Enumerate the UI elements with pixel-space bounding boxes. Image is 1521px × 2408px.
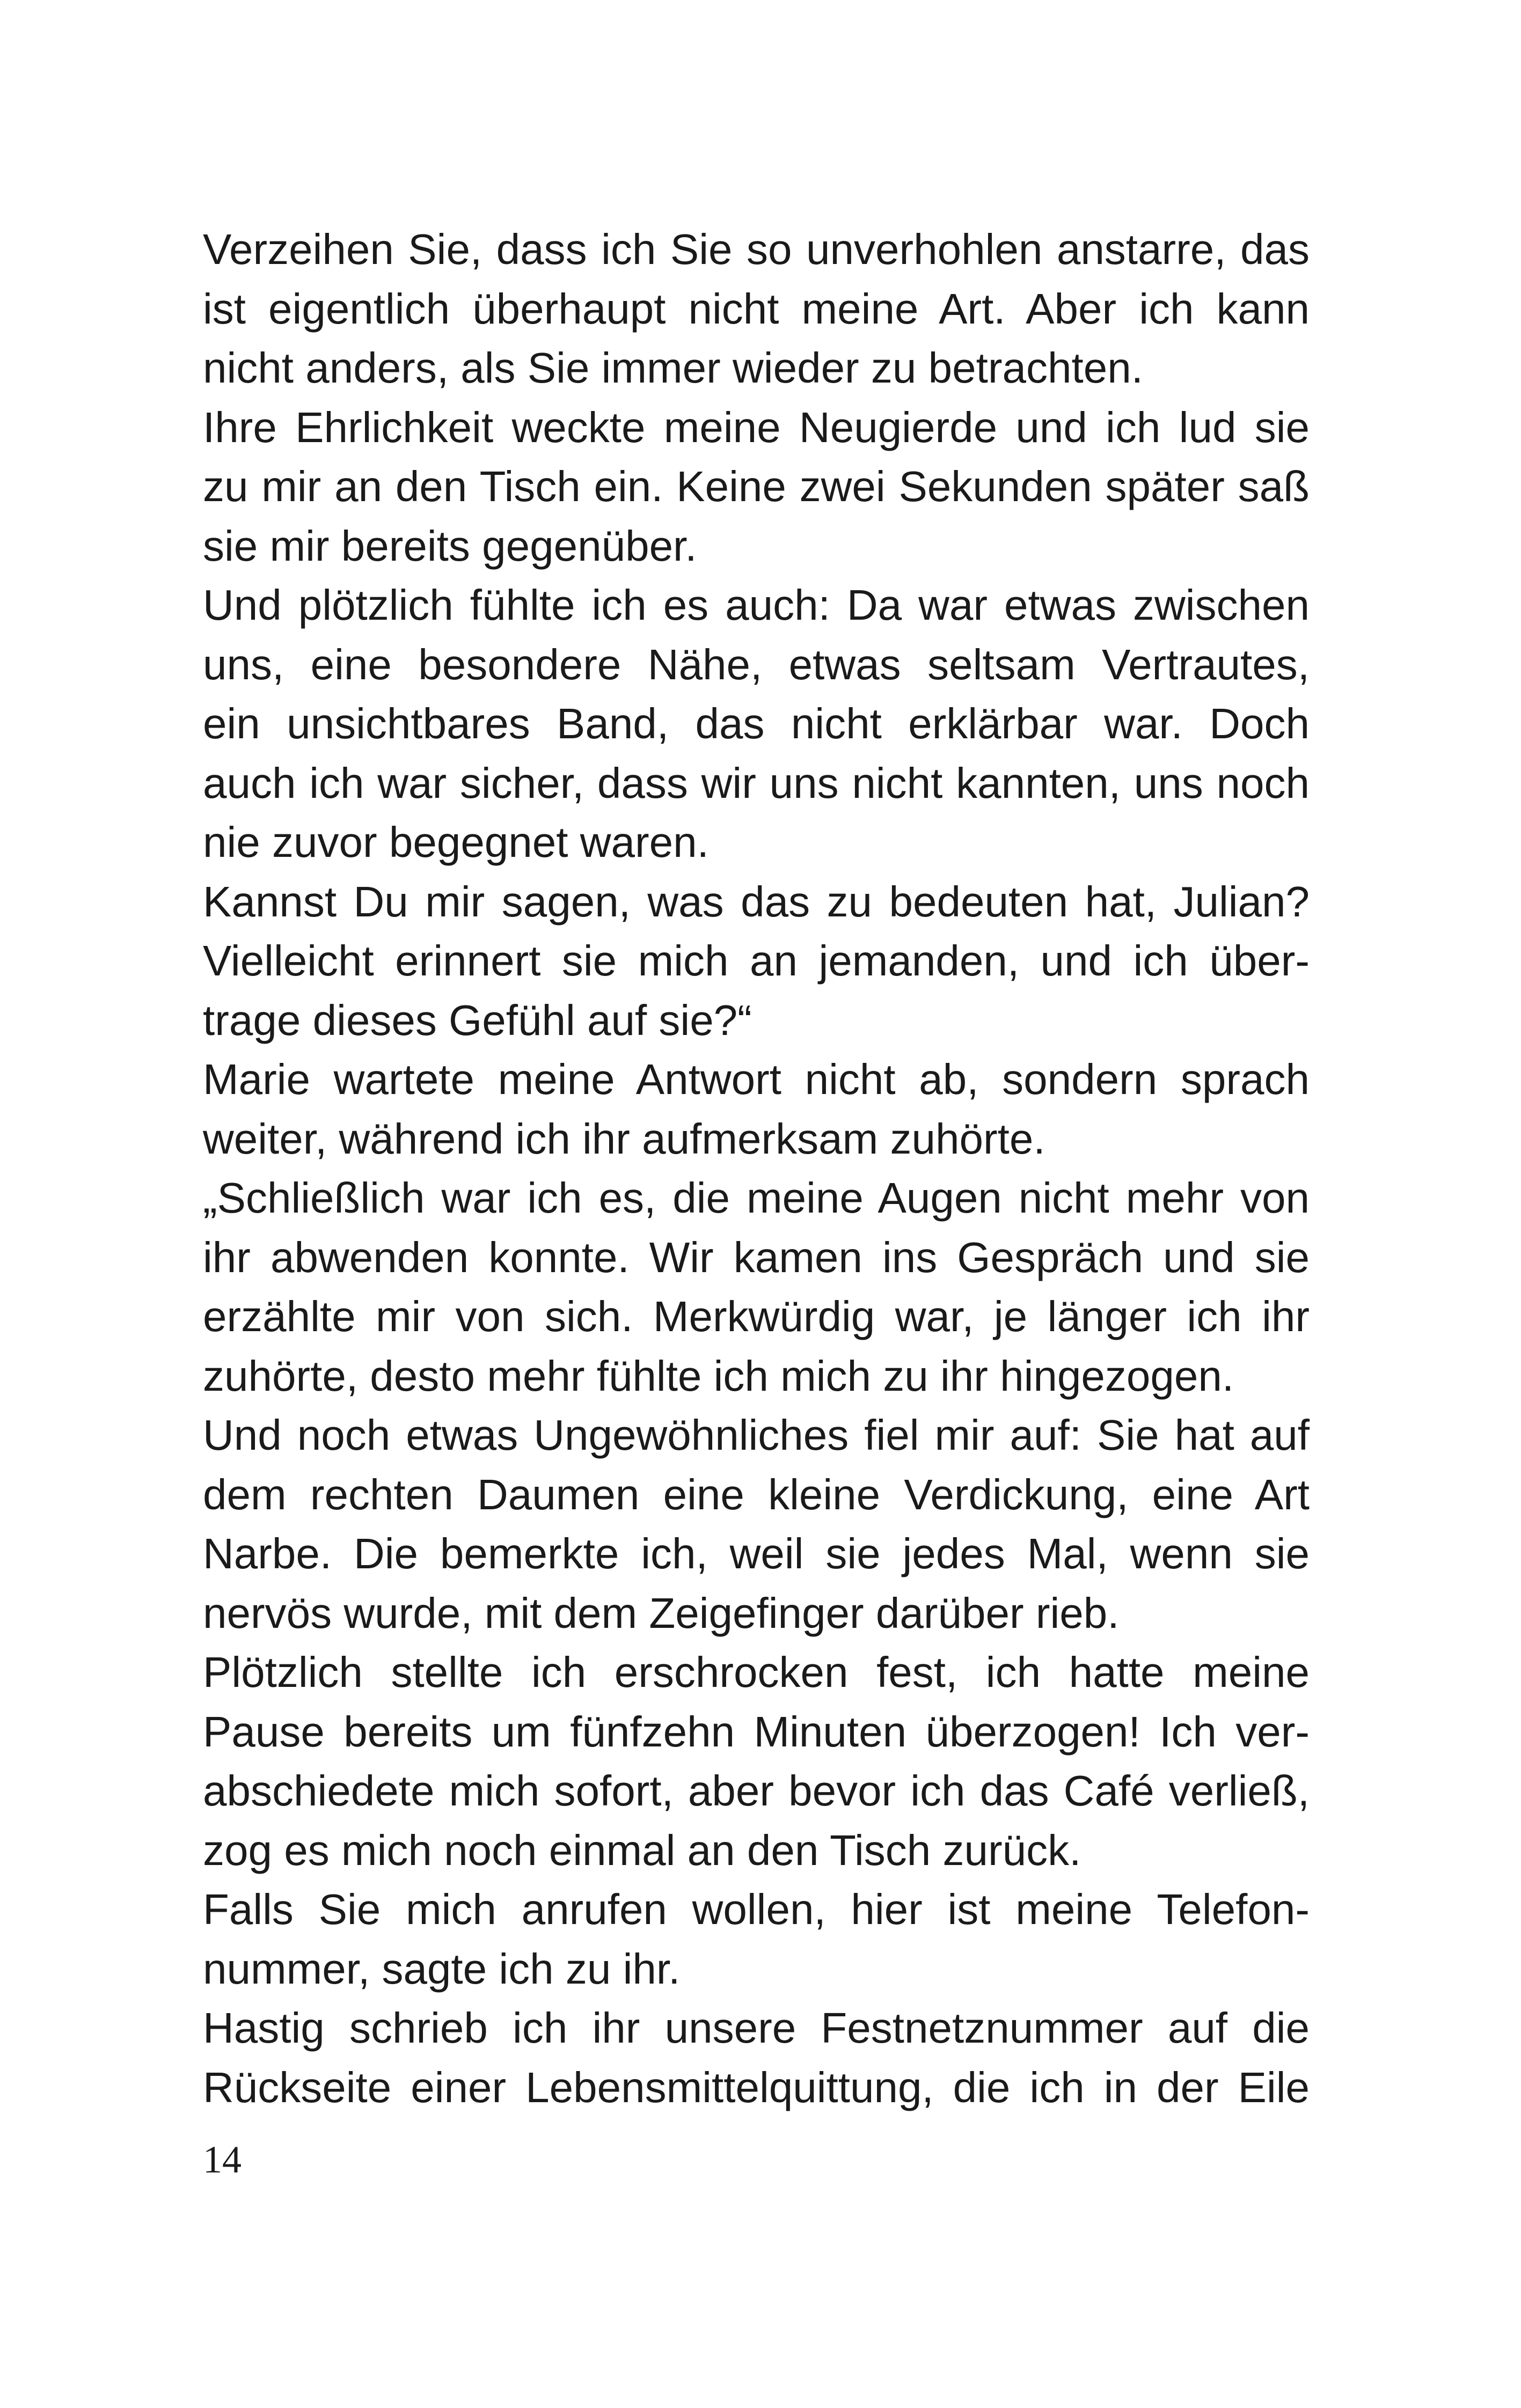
text-line: auch ich war sicher, dass wir uns nicht kannten, uns noch [203, 759, 1310, 807]
text-line: nummer, sagte ich zu ihr. [203, 1944, 681, 1993]
text-line: zuhörte, desto mehr fühlte ich mich zu ihr hingezogen. [203, 1352, 1234, 1400]
text-line: nervös wurde, mit dem Zeigefinger darüber rieb. [203, 1589, 1120, 1637]
text-line: Vielleicht erinnert sie mich an jemanden, und ich über- [203, 937, 1310, 985]
text-line: Narbe. Die bemerkte ich, weil sie jedes Mal, wenn sie [203, 1530, 1310, 1577]
text-line: erzählte mir von sich. Merkwürdig war, je länger ich ihr [203, 1293, 1310, 1340]
text-line: nie zuvor begegnet waren. [203, 818, 709, 866]
text-line: ist eigentlich überhaupt nicht meine Art. Aber ich kann [203, 284, 1310, 333]
text-line: zu mir an den Tisch ein. Keine zwei Sekunden später saß [203, 462, 1310, 510]
text-line: abschiedete mich sofort, aber bevor ich das Café verließ, [203, 1767, 1310, 1815]
text-line: ihr abwenden konnte. Wir kamen ins Gespräch und sie [203, 1233, 1310, 1281]
text-line: Kannst Du mir sagen, was das zu bedeuten hat, Julian? [203, 877, 1310, 926]
text-line: Ihre Ehrlichkeit weckte meine Neugierde und ich lud sie [203, 403, 1310, 451]
body-text [203, 220, 1310, 2117]
text-line: dem rechten Daumen eine kleine Verdickung, eine Art [203, 1470, 1310, 1518]
page-number: 14 [203, 2138, 242, 2181]
text-line: Plötzlich stellte ich erschrocken fest, ich hatte meine [203, 1648, 1310, 1696]
text-line: Falls Sie mich anrufen wollen, hier ist meine Telefon- [203, 1885, 1310, 1933]
text-line: weiter, während ich ihr aufmerksam zuhörte. [203, 1114, 1045, 1163]
text-line: Verzeihen Sie, dass ich Sie so unverhohlen anstarre, das [203, 225, 1310, 273]
text-line: zog es mich noch einmal an den Tisch zurück. [203, 1826, 1081, 1874]
text-line: „Schließlich war ich es, die meine Augen nicht mehr von [203, 1174, 1310, 1222]
text-line: ein unsichtbares Band, das nicht erklärbar war. Doch [203, 700, 1310, 747]
text-line: Rückseite einer Lebensmittelquittung, die ich in der Eile [203, 2063, 1310, 2111]
text-line: Pause bereits um fünfzehn Minuten überzogen! Ich ver- [203, 1707, 1310, 1756]
text-line: sie mir bereits gegenüber. [203, 522, 697, 570]
text-line: Hastig schrieb ich ihr unsere Festnetznummer auf die [203, 2004, 1310, 2052]
text-line: Und noch etwas Ungewöhnliches fiel mir auf: Sie hat auf [203, 1411, 1310, 1459]
text-line: Und plötzlich fühlte ich es auch: Da war etwas zwischen [203, 581, 1310, 629]
text-line: uns, eine besondere Nähe, etwas seltsam Vertrautes, [203, 640, 1310, 688]
text-line: nicht anders, als Sie immer wieder zu betrachten. [203, 344, 1143, 392]
text-line: Marie wartete meine Antwort nicht ab, sondern sprach [203, 1055, 1310, 1103]
text-line: trage dieses Gefühl auf sie?“ [203, 996, 752, 1044]
